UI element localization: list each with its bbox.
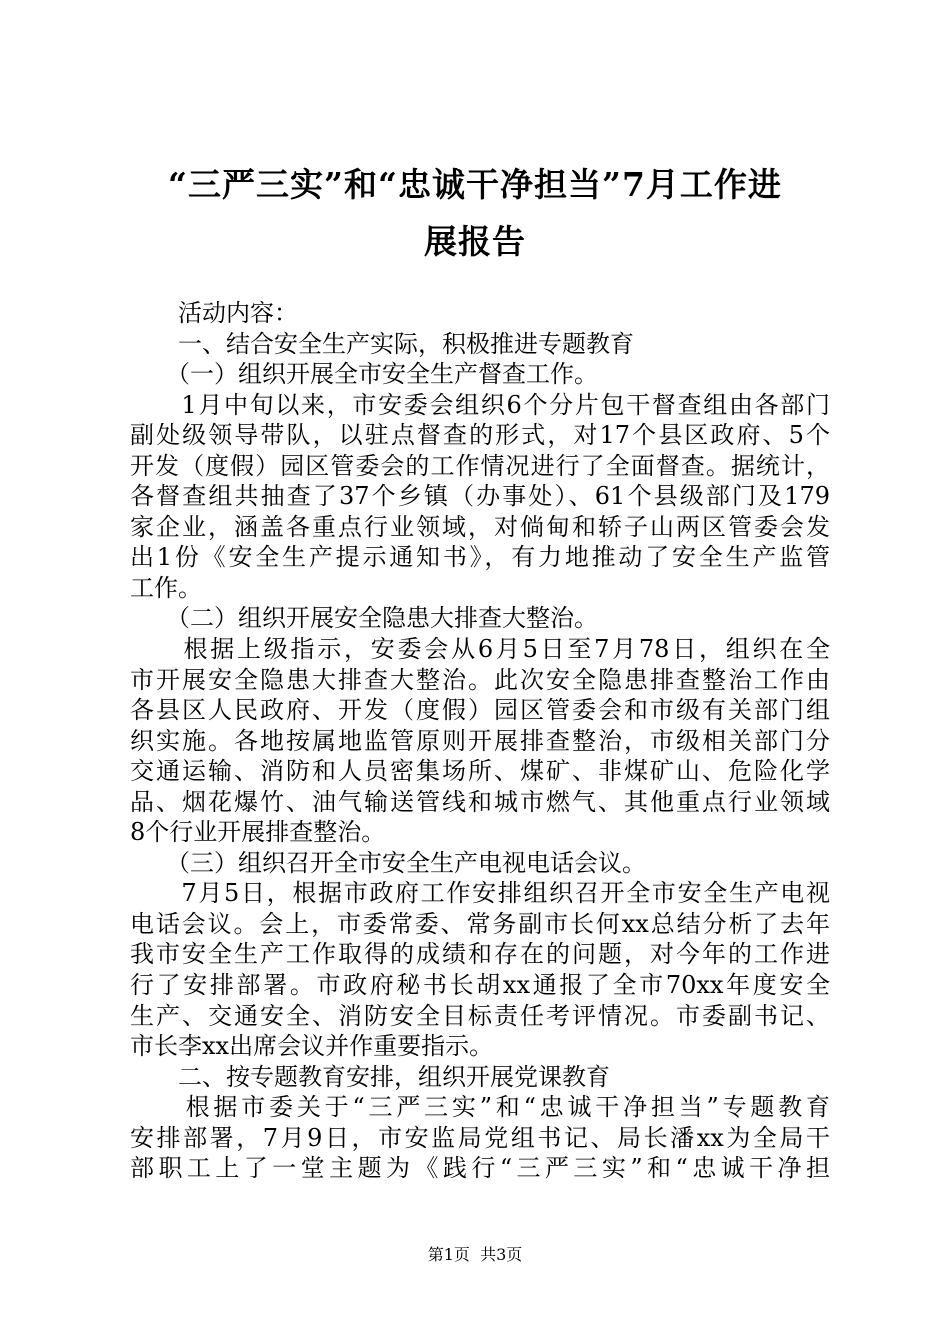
body-line: 市开展安全隐患大排查大整治。此次安全隐患排查整治工作由 (130, 665, 830, 694)
body-line: 开发（度假）园区管委会的工作情况进行了全面督查。据统计， (130, 451, 830, 480)
body-line: 二、按专题教育安排，组织开展党课教育 (130, 1062, 610, 1091)
body-line: 根据市委关于“三严三实”和“忠诚干净担当”专题教育 (130, 1093, 830, 1122)
body-line: 1月中旬以来，市安委会组织6个分片包干督查组由各部门 (130, 390, 830, 419)
body-line: 生产、交通安全、消防安全目标责任考评情况。市委副书记、 (130, 1001, 830, 1030)
body-line: 根据上级指示，安委会从6月5日至7月78日，组织在全 (130, 635, 830, 664)
body-line: 电话会议。会上，市委常委、常务副市长何xx总结分析了去年 (130, 909, 830, 938)
body-line: 各县区人民政府、开发（度假）园区管委会和市级有关部门组 (130, 696, 830, 725)
body-line: 品、烟花爆竹、油气输送管线和城市燃气、其他重点行业领域 (130, 787, 830, 816)
body-line: （三）组织召开全市安全生产电视电话会议。 (130, 848, 646, 877)
body-line: 8个行业开展排查整治。 (130, 818, 386, 847)
body-line: （二）组织开展安全隐患大排查大整治。 (130, 604, 598, 633)
body-line: 7月5日，根据市政府工作安排组织召开全市安全生产电视 (130, 879, 830, 908)
body-line: 安排部署，7月9日，市安监局党组书记、局长潘xx为全局干 (130, 1123, 830, 1152)
body-line: 副处级领导带队，以驻点督查的形式，对17个县区政府、5个 (130, 421, 830, 450)
body-line: 出1份《安全生产提示通知书》，有力地推动了安全生产监管 (130, 543, 830, 572)
body-line: 各督查组共抽查了37个乡镇（办事处）、61个县级部门及179 (130, 482, 830, 511)
body-line: 活动内容： (130, 299, 298, 327)
body-line: 工作。 (130, 573, 202, 602)
document-body (130, 298, 830, 1184)
body-line: 家企业，涵盖各重点行业领域，对倘甸和轿子山两区管委会发 (130, 512, 830, 541)
document-title-line-1: “三严三实”和“忠诚干净担当”7月工作进 (168, 165, 782, 204)
body-line: （一）组织开展全市安全生产督查工作。 (130, 360, 598, 389)
body-line: 织实施。各地按属地监管原则开展排查整治，市级相关部门分 (130, 726, 830, 755)
body-line: 行了安排部署。市政府秘书长胡xx通报了全市70xx年度安全 (130, 971, 830, 1000)
body-line: 交通运输、消防和人员密集场所、煤矿、非煤矿山、危险化学 (130, 757, 830, 786)
body-line: 我市安全生产工作取得的成绩和存在的问题，对今年的工作进 (130, 940, 830, 969)
body-line: 市长李xx出席会议并作重要指示。 (130, 1032, 494, 1061)
body-line: 一、结合安全生产实际，积极推进专题教育 (130, 329, 634, 358)
page-footer: 第1页 共3页 (427, 1245, 523, 1264)
body-line: 部职工上了一堂主题为《践行“三严三实”和“忠诚干净担 (130, 1154, 830, 1183)
document-title-line-2: 展报告 (424, 222, 526, 261)
